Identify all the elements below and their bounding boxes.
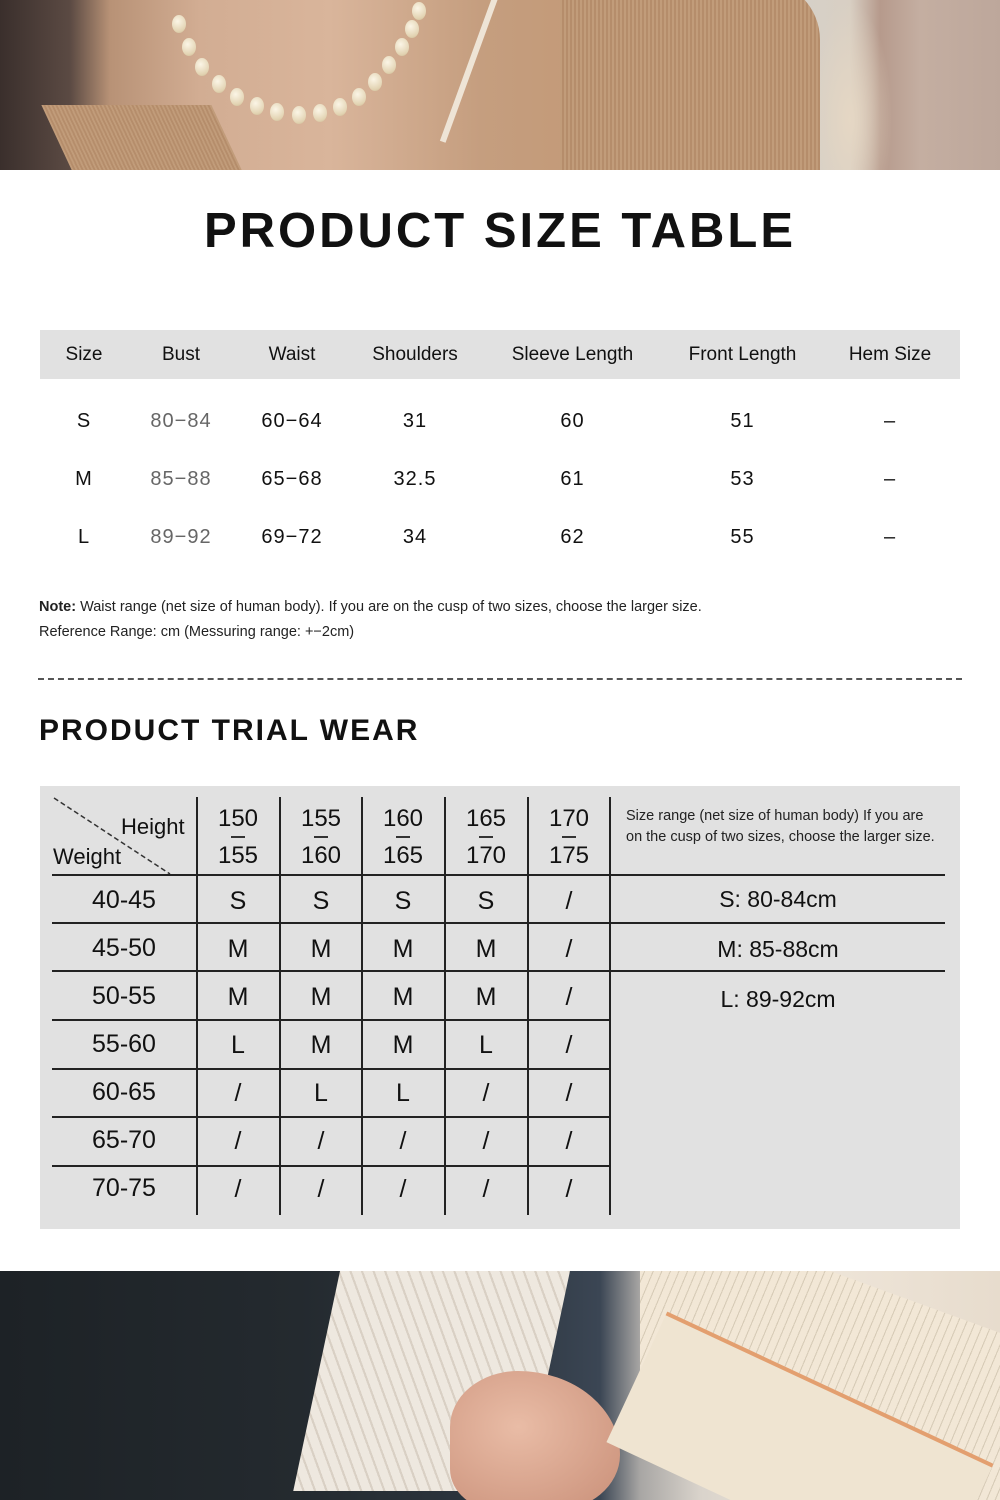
cell-shoulders: 31 bbox=[402, 409, 428, 432]
col-header-front-length: Front Length bbox=[688, 343, 797, 365]
top-product-photo bbox=[0, 0, 1000, 170]
height-axis-label: Height bbox=[121, 814, 185, 839]
cell-size: L bbox=[77, 525, 91, 548]
cell-hem: – bbox=[883, 467, 897, 490]
size-cell: / bbox=[234, 1079, 242, 1107]
cell-waist: 65−68 bbox=[261, 467, 323, 490]
height-header-165-170: 165 170 bbox=[465, 805, 507, 869]
size-cell: L bbox=[314, 1079, 328, 1107]
cell-hem: – bbox=[883, 409, 897, 432]
table-row bbox=[40, 392, 960, 450]
weight-label: 50-55 bbox=[92, 982, 156, 1010]
grid-line bbox=[52, 922, 945, 924]
size-cell: / bbox=[317, 1175, 325, 1203]
cell-sleeve: 60 bbox=[560, 409, 585, 432]
size-table bbox=[40, 330, 960, 566]
height-header-150-155: 150 155 bbox=[217, 805, 259, 869]
height-header-155-160: 155 160 bbox=[300, 805, 342, 869]
size-cell: L bbox=[231, 1031, 245, 1059]
sweater-left-shoulder bbox=[41, 105, 248, 170]
cell-front: 55 bbox=[730, 525, 755, 548]
cell-shoulders: 32.5 bbox=[393, 467, 437, 490]
size-cell: S bbox=[477, 887, 495, 915]
size-cell: L bbox=[479, 1031, 493, 1059]
table-row bbox=[40, 450, 960, 508]
weight-label: 60-65 bbox=[92, 1078, 156, 1106]
weight-label: 40-45 bbox=[92, 886, 156, 914]
size-cell: M bbox=[475, 935, 497, 963]
weight-label: 55-60 bbox=[92, 1030, 156, 1058]
table-row bbox=[40, 508, 960, 566]
col-header-sleeve-length: Sleeve Length bbox=[511, 343, 634, 365]
reference-range: Reference Range: cm (Messuring range: +−2cm) bbox=[39, 624, 355, 640]
size-cell: M bbox=[392, 1031, 414, 1059]
cell-hem: – bbox=[883, 525, 897, 548]
size-cell: / bbox=[482, 1079, 490, 1107]
size-cell: M bbox=[310, 983, 332, 1011]
size-cell: / bbox=[565, 1175, 573, 1203]
cell-bust: 85−88 bbox=[150, 467, 212, 490]
size-cell: M bbox=[475, 983, 497, 1011]
size-cell: L bbox=[396, 1079, 410, 1107]
note-text: Waist range (net size of human body). If you are on the cusp of two sizes, choose the larger size. bbox=[76, 599, 702, 615]
cell-waist: 69−72 bbox=[261, 525, 323, 548]
page-title: PRODUCT SIZE TABLE bbox=[203, 204, 797, 258]
dashed-divider bbox=[38, 678, 962, 680]
col-header-waist: Waist bbox=[268, 343, 316, 365]
size-cell: / bbox=[565, 935, 573, 963]
cell-sleeve: 62 bbox=[560, 525, 585, 548]
grid-line bbox=[52, 1116, 610, 1118]
col-header-shoulders: Shoulders bbox=[372, 343, 458, 365]
size-cell: / bbox=[399, 1127, 407, 1155]
size-cell: / bbox=[317, 1127, 325, 1155]
size-cell: / bbox=[234, 1127, 242, 1155]
grid-line bbox=[52, 970, 945, 972]
col-header-hem-size: Hem Size bbox=[848, 343, 932, 365]
size-cell: M bbox=[310, 935, 332, 963]
cell-front: 51 bbox=[730, 409, 755, 432]
weight-axis-label: Weight bbox=[53, 844, 122, 869]
size-cell: / bbox=[565, 887, 573, 915]
cell-bust: 80−84 bbox=[150, 409, 212, 432]
grid-line bbox=[52, 1165, 610, 1167]
size-cell: / bbox=[482, 1127, 490, 1155]
trial-wear-table bbox=[40, 786, 960, 1229]
size-cell: / bbox=[565, 1079, 573, 1107]
size-cell: / bbox=[399, 1175, 407, 1203]
size-range-s: S: 80-84cm bbox=[719, 886, 837, 912]
height-header-170-175: 170 175 bbox=[548, 805, 590, 869]
note-label: Note: bbox=[39, 599, 77, 615]
grid-line bbox=[52, 874, 945, 876]
grid-line bbox=[52, 1019, 610, 1021]
grid-line bbox=[52, 1068, 610, 1070]
size-cell: S bbox=[229, 887, 247, 915]
cell-front: 53 bbox=[730, 467, 755, 490]
cell-size: M bbox=[75, 467, 93, 490]
hand bbox=[450, 1371, 620, 1500]
cell-shoulders: 34 bbox=[402, 525, 428, 548]
col-header-size: Size bbox=[65, 343, 103, 365]
size-cell: M bbox=[310, 1031, 332, 1059]
weight-label: 45-50 bbox=[92, 934, 156, 962]
size-cell: M bbox=[227, 935, 249, 963]
size-range-note: Size range (net size of human body) If you are on the cusp of two sizes, choose the larger size. bbox=[626, 808, 935, 845]
size-cell: M bbox=[392, 935, 414, 963]
bottom-product-photo bbox=[0, 1271, 1000, 1500]
size-cell: / bbox=[482, 1175, 490, 1203]
cell-sleeve: 61 bbox=[560, 467, 585, 490]
size-cell: M bbox=[227, 983, 249, 1011]
size-range-m: M: 85-88cm bbox=[717, 936, 839, 962]
height-header-160-165: 160 165 bbox=[382, 805, 424, 869]
size-note bbox=[39, 595, 702, 645]
size-cell: / bbox=[565, 983, 573, 1011]
size-cell: M bbox=[392, 983, 414, 1011]
section-title-trial-wear: PRODUCT TRIAL WEAR bbox=[39, 714, 420, 747]
cell-bust: 89−92 bbox=[150, 525, 212, 548]
size-cell: / bbox=[565, 1127, 573, 1155]
size-cell: S bbox=[394, 887, 412, 915]
cell-size: S bbox=[76, 409, 92, 432]
size-table-header bbox=[40, 330, 960, 379]
size-cell: / bbox=[234, 1175, 242, 1203]
cell-waist: 60−64 bbox=[261, 409, 323, 432]
size-range-l: L: 89-92cm bbox=[720, 986, 836, 1012]
size-cell: S bbox=[312, 887, 330, 915]
size-cell: / bbox=[565, 1031, 573, 1059]
weight-label: 65-70 bbox=[92, 1126, 156, 1154]
weight-label: 70-75 bbox=[92, 1174, 156, 1202]
col-header-bust: Bust bbox=[161, 343, 201, 365]
